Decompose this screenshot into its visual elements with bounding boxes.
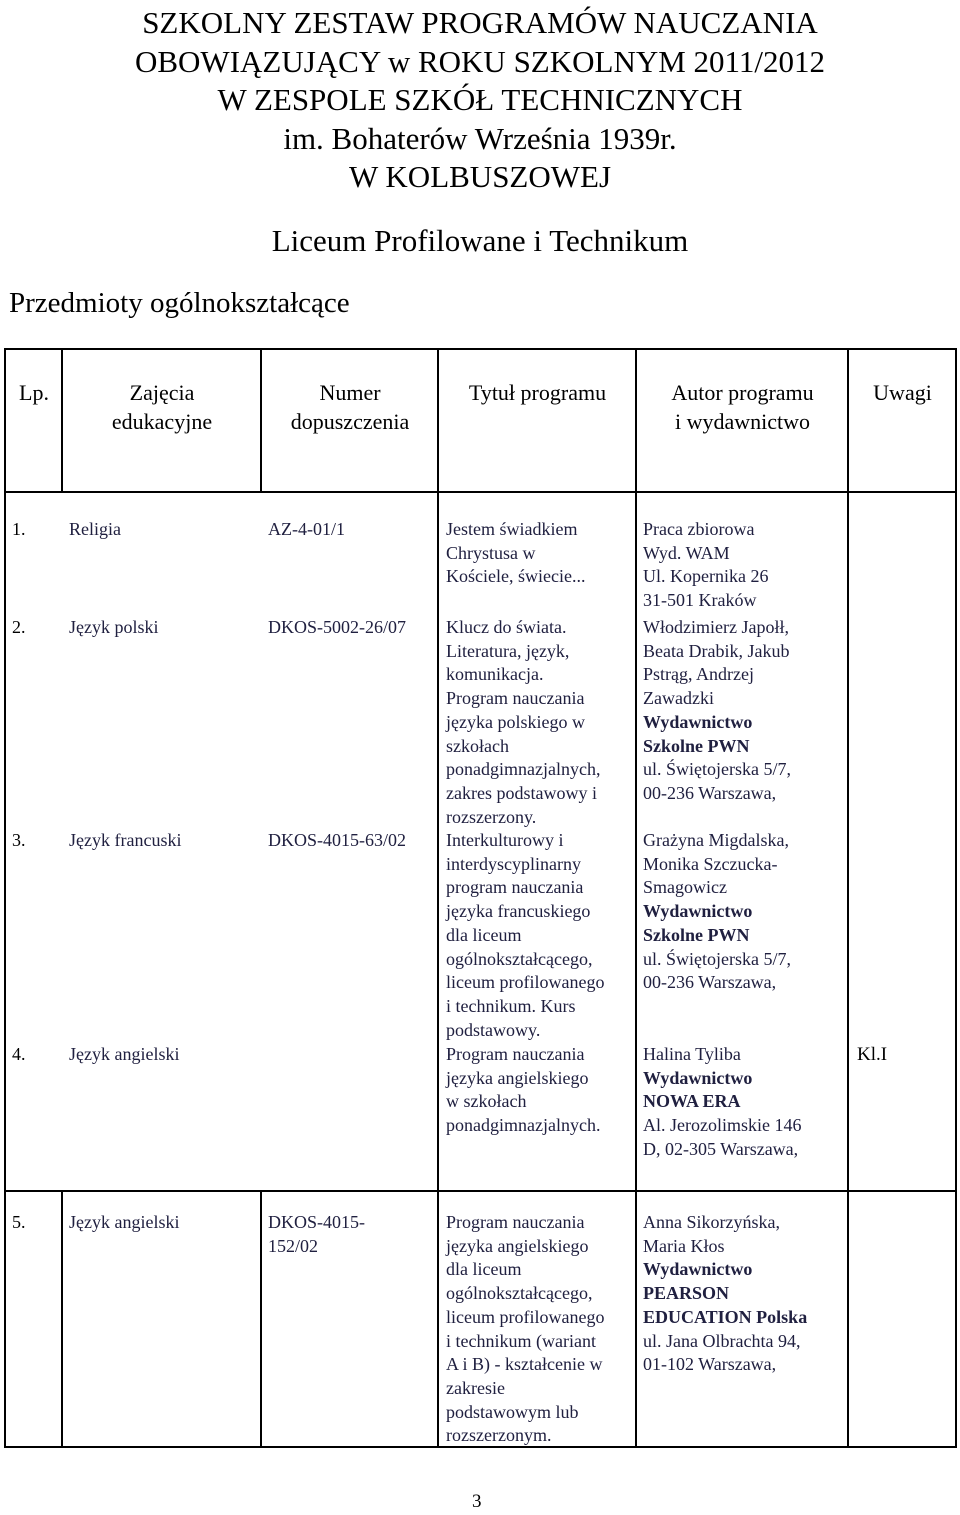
cell-author-line: Maria Kłos [643, 1235, 725, 1256]
cell-subject: Język francuski [69, 830, 182, 850]
column-header-number [262, 378, 438, 436]
cell-author-line: Grażyna Migdalska, [643, 830, 789, 850]
cell-author-line: 00-236 Warszawa, [643, 782, 777, 803]
cell-program-line: Kościele, świecie... [446, 566, 586, 587]
cell-author-line: Smagowicz [643, 877, 727, 898]
cell-author-line: Praca zbiorowa [643, 519, 755, 539]
cell-program-line: rozszerzony. [446, 806, 537, 827]
column-header-label: Autor programu [671, 380, 814, 405]
cell-lp: 4. [12, 1044, 26, 1064]
cell-author-line: 00-236 Warszawa, [643, 972, 777, 993]
cell-subject: Język polski [69, 617, 159, 637]
table-border-right [955, 348, 957, 1448]
cell-number-line: DKOS-5002-26/07 [268, 617, 406, 637]
cell-author-line: Szkolne PWN [643, 924, 750, 945]
cell-program-line: ponadgimnazjalnych, [446, 759, 601, 780]
table-border-left [4, 348, 6, 1448]
cell-author-line: PEARSON [643, 1283, 730, 1304]
cell-author-line: Wydawnictwo [643, 901, 753, 922]
cell-author-line: Al. Jerozolimskie 146 [643, 1115, 802, 1136]
cell-author-line: Włodzimierz Japołł, [643, 617, 789, 637]
cell-author-line: ul. Jana Olbrachta 94, [643, 1330, 801, 1351]
cell-author [643, 518, 768, 613]
cell-author-line: Wyd. WAM [643, 542, 730, 563]
cell-subject: Język angielski [69, 1212, 180, 1232]
cell-author [643, 1211, 807, 1377]
cell-number [268, 616, 406, 640]
cell-author-line: Ul. Kopernika 26 [643, 566, 769, 587]
column-header-notes [849, 378, 956, 407]
cell-program-line: Jestem świadkiem [446, 519, 578, 539]
cell-author [643, 829, 791, 995]
cell-program-line: podstawowym lub [446, 1401, 579, 1422]
cell-program-line: Literatura, język, [446, 640, 570, 661]
column-header-label: Lp. [19, 380, 49, 405]
cell-author-line: Pstrąg, Andrzej [643, 664, 754, 685]
cell-author-line: Beata Drabik, Jakub [643, 640, 790, 661]
page-number: 3 [472, 1491, 482, 1512]
cell-author-line: Szkolne PWN [643, 735, 750, 756]
column-header-author [637, 378, 848, 436]
cell-program-line: języka francuskiego [446, 901, 591, 922]
cell-program-line: zakresie [446, 1377, 505, 1398]
cell-author-line: 31-501 Kraków [643, 590, 757, 611]
cell-lp: 2. [12, 617, 26, 637]
column-header-label: Tytuł programu [468, 380, 607, 405]
cell-author-line: D, 02-305 Warszawa, [643, 1138, 799, 1159]
column-header-label: Uwagi [873, 380, 932, 405]
cell-lp: 1. [12, 519, 26, 539]
cell-program-line: ogólnokształcącego, [446, 1283, 593, 1304]
cell-author-line: Wydawnictwo [643, 1067, 753, 1088]
cell-program-line: rozszerzonym. [446, 1425, 552, 1446]
column-divider [437, 348, 439, 1448]
cell-program-line: języka angielskiego [446, 1235, 589, 1256]
cell-program-line: szkołach [446, 735, 509, 756]
cell-author-line: Halina Tyliba [643, 1044, 741, 1064]
cell-program [446, 1211, 604, 1448]
column-header-program [439, 378, 636, 407]
cell-program-line: i technikum. Kurs [446, 995, 576, 1016]
cell-number-line: AZ-4-01/1 [268, 519, 345, 539]
cell-program-line: dla liceum [446, 924, 522, 945]
cell-program-line: liceum profilowanego [446, 1306, 605, 1327]
cell-program-line: języka polskiego w [446, 711, 585, 732]
cell-author [643, 1043, 801, 1162]
title-line: W ZESPOLE SZKÓŁ TECHNICZNYCH [217, 82, 743, 117]
cell-author-line: ul. Świętojerska 5/7, [643, 948, 791, 969]
title-line: OBOWIĄZUJĄCY w ROKU SZKOLNYM 2011/2012 [134, 43, 826, 79]
cell-author-line: EDUCATION Polska [643, 1306, 808, 1327]
cell-number [268, 829, 406, 853]
cell-subject: Język angielski [69, 1044, 180, 1064]
table-border-header [4, 491, 957, 493]
column-header-label: Zajęcia [129, 380, 195, 405]
cell-program-line: języka angielskiego [446, 1067, 589, 1088]
cell-author-line: Monika Szczucka- [643, 853, 778, 874]
cell-program-line: Program nauczania [446, 688, 585, 709]
column-header-subject [63, 378, 261, 436]
cell-program [446, 518, 585, 589]
cell-program-line: komunikacja. [446, 664, 544, 685]
cell-number-line: DKOS-4015-63/02 [268, 830, 406, 850]
cell-program-line: Program nauczania [446, 1044, 585, 1064]
column-divider [260, 1190, 262, 1448]
column-header-label: edukacyjne [111, 409, 213, 434]
cell-lp: 5. [12, 1212, 26, 1232]
cell-program-line: Interkulturowy i [446, 830, 564, 850]
cell-author-line: Wydawnictwo [643, 711, 753, 732]
cell-program-line: zakres podstawowy i [446, 782, 597, 803]
table-border-top [4, 348, 957, 350]
title-line: SZKOLNY ZESTAW PROGRAMÓW NAUCZANIA [142, 5, 818, 40]
cell-number-line: 152/02 [268, 1235, 319, 1256]
cell-author-line: 01-102 Warszawa, [643, 1354, 777, 1375]
cell-program-line: w szkołach [446, 1091, 527, 1112]
cell-number [268, 1211, 365, 1258]
cell-program-line: ogólnokształcącego, [446, 948, 593, 969]
cell-program-line: Chrystusa w [446, 542, 536, 563]
cell-program-line: dla liceum [446, 1259, 522, 1280]
cell-program-line: A i B) - kształcenie w [446, 1354, 603, 1375]
cell-author-line: Zawadzki [643, 688, 714, 709]
cell-program [446, 829, 604, 1042]
section-heading: Przedmioty ogólnokształcące [9, 287, 350, 319]
column-header-label: i wydawnictwo [674, 409, 811, 434]
cell-program-line: interdyscyplinarny [446, 853, 581, 874]
cell-author-line: Wydawnictwo [643, 1259, 753, 1280]
cell-author [643, 616, 791, 806]
cell-author-line: ul. Świętojerska 5/7, [643, 759, 791, 780]
cell-number-line: DKOS-4015- [268, 1212, 365, 1232]
cell-program-line: podstawowy. [446, 1019, 541, 1040]
column-header-label: dopuszczenia [290, 409, 410, 434]
cell-program-line: program nauczania [446, 877, 584, 898]
cell-program-line: Program nauczania [446, 1212, 585, 1232]
title-line: W KOLBUSZOWEJ [348, 159, 612, 194]
column-header-label: Numer [319, 380, 381, 405]
cell-program [446, 1043, 600, 1138]
cell-author-line: NOWA ERA [643, 1091, 741, 1112]
cell-program [446, 616, 600, 829]
cell-number [268, 518, 345, 542]
cell-program-line: i technikum (wariant [446, 1330, 596, 1351]
column-divider [847, 348, 849, 1448]
document-title [0, 4, 960, 197]
cell-author-line: Anna Sikorzyńska, [643, 1212, 780, 1232]
cell-lp: 3. [12, 830, 26, 850]
title-line: im. Bohaterów Września 1939r. [283, 120, 677, 156]
cell-program-line: ponadgimnazjalnych. [446, 1115, 601, 1136]
cell-subject: Religia [69, 519, 121, 539]
cell-program-line: liceum profilowanego [446, 972, 605, 993]
column-header-lp [6, 378, 62, 407]
cell-notes: Kl.I [857, 1044, 888, 1065]
column-divider [635, 348, 637, 1448]
document-subtitle: Liceum Profilowane i Technikum [271, 223, 689, 258]
column-divider [61, 1190, 63, 1448]
table-row-divider [4, 1190, 957, 1192]
cell-program-line: Klucz do świata. [446, 617, 567, 637]
